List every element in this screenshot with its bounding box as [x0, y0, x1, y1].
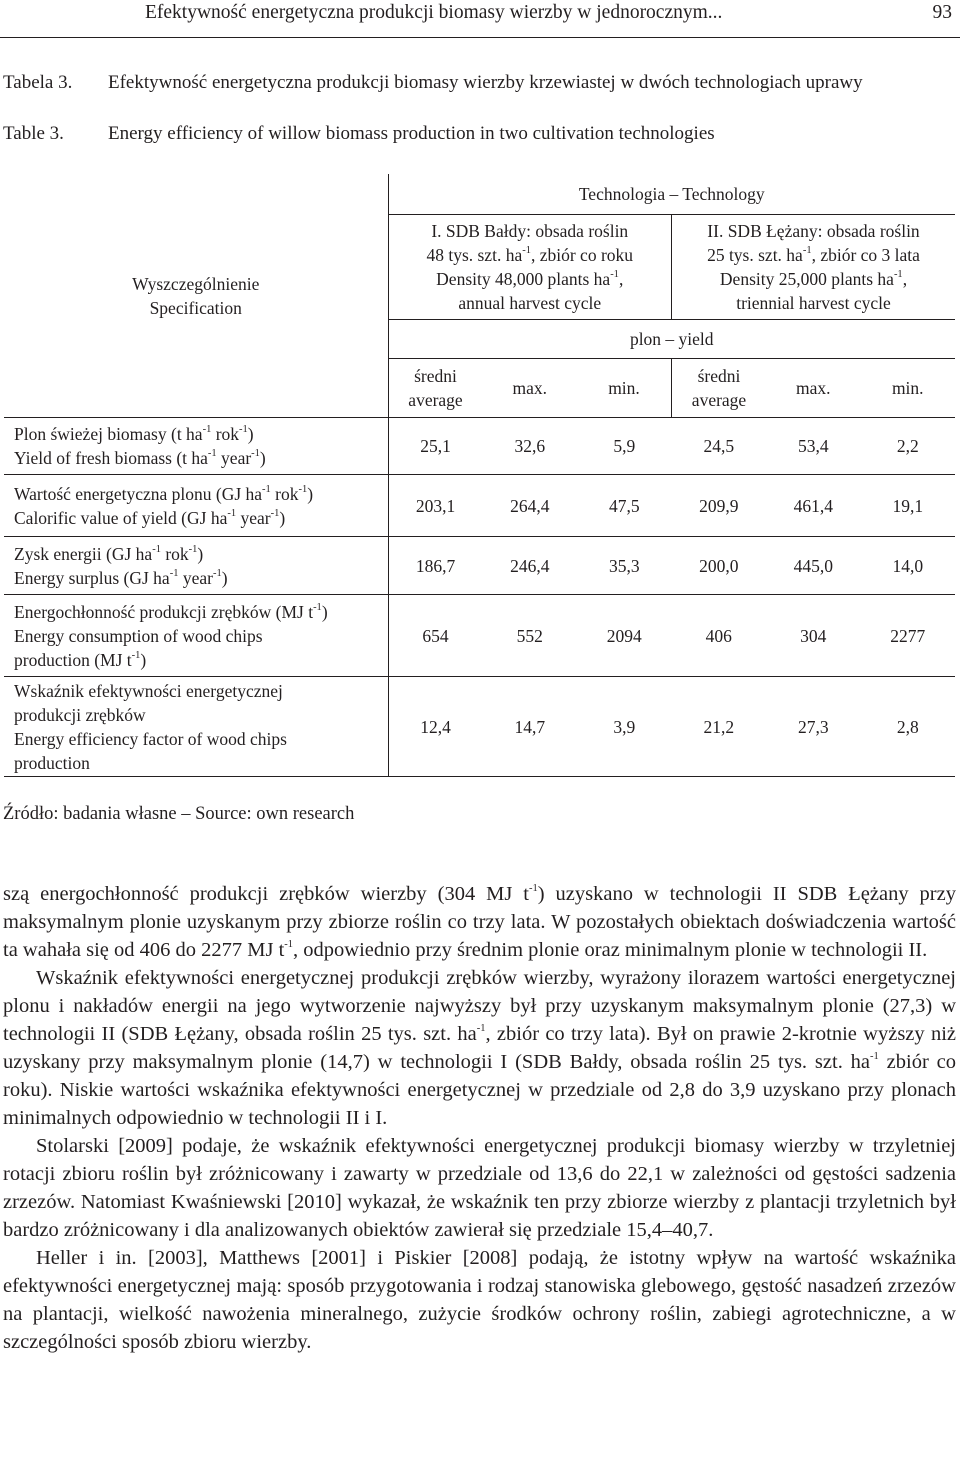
spec-header-en: Specification	[149, 297, 242, 318]
table-cell: 27,3	[766, 677, 861, 777]
table-cell: 14,7	[483, 677, 578, 777]
row-label: Wartość energetyczna plonu (GJ $ha^{-1}$ rok$^{-1}$) Calorific value of yield (GJ $ha^{-1}$ year$^{-1}$)	[4, 475, 388, 537]
source-note: Źródło: badania własne – Source: own research	[3, 804, 355, 824]
table-cell: 2,8	[861, 677, 956, 777]
row-label: Plon świeżej biomasy (t $ha^{-1}$ rok$^{-1}$) Yield of fresh biomass (t $ha^{-1}$ year$^{-1}$)	[4, 418, 388, 475]
table-cell: 304	[766, 595, 861, 677]
table-cell: 552	[483, 595, 578, 677]
table-cell: 19,1	[861, 475, 956, 537]
table-cell: 654	[388, 595, 483, 677]
paragraph: Heller i in. [2003], Matthews [2001] i Piskier [2008] podają, że istotny wpływ na wartość wskaźnika efektywności energetycznej mają: sposób przygotowania i rodzaj stanowiska glebowego, gęstość nasadzeń zrzezów na plantacji, wielkość nawożenia mineralnego, zużycie środków ochrony roślin, zabiegi agrotechniczne, a w szczególności sposób zbioru wierzby.	[3, 1247, 956, 1353]
running-header-title: Efektywność energetyczna produkcji biomasy wierzby w jednorocznym...	[145, 2, 723, 23]
col-max-2: max.	[766, 359, 861, 418]
row-label: Energochłonność produkcji zrębków (MJ $t^{-1}$) Energy consumption of wood chips production (MJ $t^{-1}$)	[4, 595, 388, 677]
energy-efficiency-table	[4, 174, 955, 777]
table-cell: 203,1	[388, 475, 483, 537]
technology-1-header	[388, 215, 672, 320]
paragraph: Wskaźnik efektywności energetycznej produkcji zrębków wierzby, wyrażony ilorazem wartości energetycznej plonu i nakładów energii na jego wytworzenie najwyższy był przy uzyskanym maksymalnym plonie (27,3) w technologii II (SDB Łężany, obsada roślin 25 tys. szt. $ha^{-1}$, zbiór co trzy lata). Był on prawie 2-krotnie wyższy niż uzyskany przy maksymalnym plonie (14,7) w technologii I (SDB Bałdy, obsada roślin 25 tys. szt. $ha^{-1}$ zbiór co roku). Niskie wartości wskaźnika efektywności energetycznej w przedziale od 2,8 do 3,9 uzyskano przy plonach minimalnych odpowiednio w technologii II i I.	[3, 967, 956, 1129]
col-min-1: min.	[577, 359, 672, 418]
table-cell: 2,2	[861, 418, 956, 475]
paragraph: Stolarski [2009] podaje, że wskaźnik efektywności energetycznej produkcji biomasy wierzby w trzyletniej rotacji zbioru roślin był zróżnicowany i zawarty w przedziale od 13,6 do 22,1 w zależności od gęstości sadzenia zrzezów. Natomiast Kwaśniewski [2010] wykazał, że wskaźnik ten przy zbiorze wierzby z plantacji trzyletnich był bardzo zróżnicowany i dla analizowanych obiektów zawierał się przedziale 15,4–40,7.	[3, 1135, 956, 1241]
table-row	[4, 677, 955, 777]
technology-2-header	[672, 215, 956, 320]
table-cell: 53,4	[766, 418, 861, 475]
page-number: 93	[932, 2, 952, 23]
table-cell: 461,4	[766, 475, 861, 537]
table-row	[4, 537, 955, 595]
table-body	[4, 418, 955, 777]
running-header	[0, 0, 960, 38]
tech2-line1: II. SDB Łężany: obsada roślin	[707, 221, 920, 241]
table-cell: 47,5	[577, 475, 672, 537]
caption-text-en: Energy efficiency of willow biomass production in two cultivation technologies	[108, 123, 715, 144]
table-cell: 32,6	[483, 418, 578, 475]
table-cell: 209,9	[672, 475, 767, 537]
table-cell: 186,7	[388, 537, 483, 595]
tech2-line3: Density 25,000 plants $ha^{-1}$,	[719, 269, 908, 289]
table-cell: 246,4	[483, 537, 578, 595]
tech1-line3: Density 48,000 plants $ha^{-1}$,	[436, 269, 624, 289]
caption-label-en: Table 3.	[3, 123, 64, 144]
body-text	[3, 880, 956, 1356]
tech1-line2: 48 tys. szt. $ha^{-1}$, zbiór co roku	[426, 245, 634, 265]
spec-header	[4, 174, 388, 418]
tech1-line4: annual harvest cycle	[458, 293, 602, 313]
table-cell: 12,4	[388, 677, 483, 777]
col-max-1: max.	[483, 359, 578, 418]
col-average-2: średni average	[672, 359, 767, 418]
tech2-line4: triennial harvest cycle	[736, 293, 891, 313]
table-cell: 24,5	[672, 418, 767, 475]
row-label: Zysk energii (GJ $ha^{-1}$ rok$^{-1}$) Energy surplus (GJ $ha^{-1}$ year$^{-1}$)	[4, 537, 388, 595]
caption-text-pl: Efektywność energetyczna produkcji biomasy wierzby krzewiastej w dwóch technologiach uprawy	[108, 72, 863, 93]
table-row	[4, 595, 955, 677]
col-min-2: min.	[861, 359, 956, 418]
yield-header: plon – yield	[388, 320, 955, 359]
table-cell: 5,9	[577, 418, 672, 475]
table-cell: 406	[672, 595, 767, 677]
table-cell: 35,3	[577, 537, 672, 595]
caption-label-pl: Tabela 3.	[3, 72, 73, 93]
table-cell: 21,2	[672, 677, 767, 777]
tech1-line1: I. SDB Bałdy: obsada roślin	[431, 221, 629, 241]
table-cell: 264,4	[483, 475, 578, 537]
table-cell: 14,0	[861, 537, 956, 595]
table-cell: 2094	[577, 595, 672, 677]
table-cell: 25,1	[388, 418, 483, 475]
technology-header: Technologia – Technology	[388, 174, 955, 215]
row-label: Wskaźnik efektywności energetycznej produkcji zrębków Energy efficiency factor of wood chips production	[4, 677, 388, 777]
table-row	[4, 418, 955, 475]
table-cell: 445,0	[766, 537, 861, 595]
tech2-line2: 25 tys. szt. $ha^{-1}$, zbiór co 3 lata	[707, 245, 920, 265]
table-cell: 3,9	[577, 677, 672, 777]
table-cell: 2277	[861, 595, 956, 677]
spec-header-pl: Wyszczególnienie	[132, 273, 260, 294]
col-average-1: średni average	[388, 359, 483, 418]
table-row	[4, 475, 955, 537]
paragraph: szą energochłonność produkcji zrębków wierzby (304 MJ $t^{-1}$) uzyskano w technologii II SDB Łężany przy maksymalnym plonie uzyskanym przy zbiorze roślin co trzy lata. W pozostałych obiektach doświadczenia wartość ta wahała się od 406 do 2277 MJ $t^{-1}$, odpowiednio przy średnim plonie oraz minimalnym plonie w technologii II.	[3, 883, 956, 961]
table-cell: 200,0	[672, 537, 767, 595]
